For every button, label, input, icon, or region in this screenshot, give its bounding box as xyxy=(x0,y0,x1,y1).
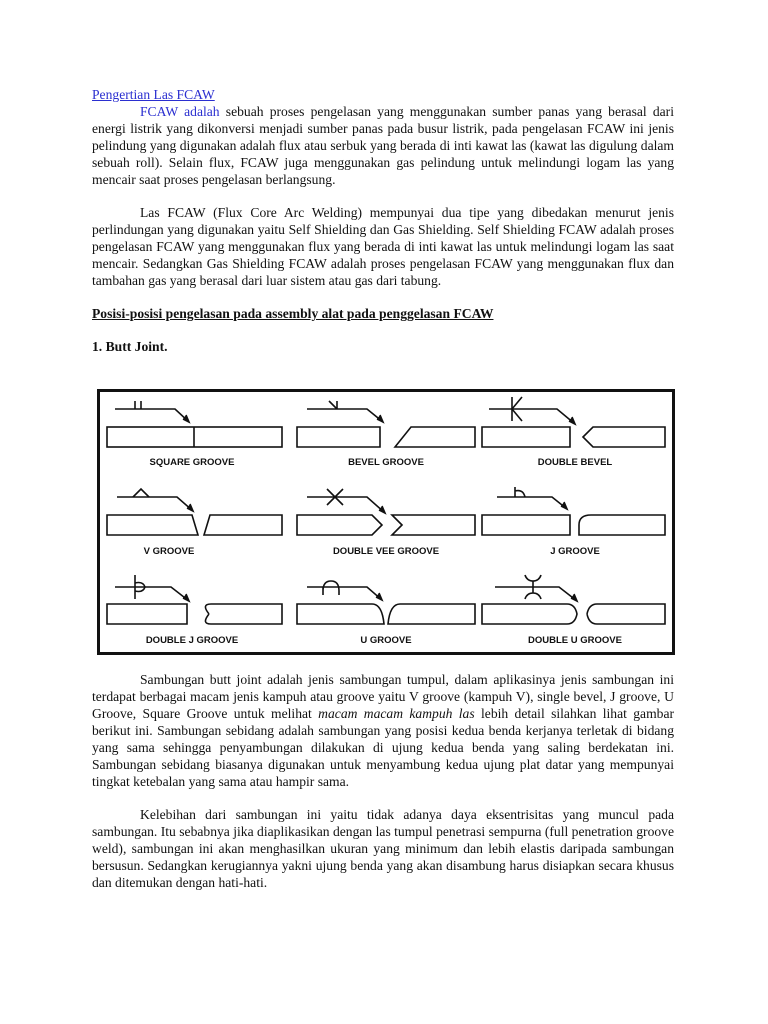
label-bevel-groove: BEVEL GROOVE xyxy=(348,457,424,468)
label-double-u-groove: DOUBLE U GROOVE xyxy=(528,635,622,646)
butt-joint-heading: 1. Butt Joint. xyxy=(92,339,168,354)
heading-link-wrap xyxy=(92,86,674,103)
paragraph-4: Kelebihan dari sambungan ini yaitu tidak adanya daya eksentrisitas yang muncul pada sambungan. Itu sebabnya jika diaplikasikan dengan las tumpul penetrasi sempurna (full penetration groove weld), sambungan ini akan menghasilkan ukuran yang minimum dan lebih elastis daripada sambungan bersusun. Sedangkan kerugiannya yakni ujung benda yang akan disambung harus disiapkan secara khusus dan ditemukan dengan hati-hati. xyxy=(92,807,674,890)
spacer xyxy=(92,790,674,806)
label-j-groove: J GROOVE xyxy=(550,546,600,557)
paragraph-3-text-a: Sambungan butt joint adalah jenis sambungan tumpul, dalam aplikasinya jenis sambungan ini terdapat berbagai macam jenis kampuh atau groove yaitu V groove (kampuh V), single bevel, J groove, U Groove, Square Groove untuk melihat xyxy=(92,672,674,721)
butt-joint-diagram xyxy=(97,389,675,655)
label-double-bevel: DOUBLE BEVEL xyxy=(537,457,613,468)
label-v-groove: V GROOVE xyxy=(143,546,195,557)
heading-link[interactable]: Pengertian Las FCAW xyxy=(92,87,215,102)
paragraph-3-emphasis: macam macam kampuh las xyxy=(318,706,475,721)
paragraph-2: Las FCAW (Flux Core Arc Welding) mempunyai dua tipe yang dibedakan menurut jenis perlindungan yang digunakan yaitu Self Shielding dan Gas Shielding. Self Shielding FCAW adalah proses pengelasan FCAW yang menggunakan flux yang berada di inti kawat las untuk melindungi logam las saat mencair. Sedangkan Gas Shielding FCAW adalah proses pengelasan FCAW yang menggunakan flux dan tambahan gas yang berasal dari luar sistem atau gas dari tabung. xyxy=(92,205,674,288)
document-body-lower xyxy=(92,671,674,891)
spacer xyxy=(92,322,674,338)
label-double-vee-groove: DOUBLE VEE GROOVE xyxy=(332,546,440,557)
paragraph-3-text-b: lebih detail silahkan lihat gambar berikut ini. Sambungan sebidang adalah sambungan yang posisi kedua benda kerjanya terletak di bidang yang sama sehingga penyambungan dilakukan di ujung kedua benda yang saling berdekatan ini. Sambungan sebidang biasanya digunakan untuk menyambung kedua ujung plat datar yang mempunyai tingkat ketebalan yang sama atau hampir sama. xyxy=(92,706,675,789)
groove-diagram-svg xyxy=(97,389,675,655)
label-u-groove: U GROOVE xyxy=(360,635,412,646)
spacer xyxy=(92,289,674,305)
paragraph-3 xyxy=(92,671,674,790)
paragraph-1 xyxy=(92,103,674,188)
fcaw-link[interactable]: FCAW adalah xyxy=(140,104,220,119)
label-square-groove: SQUARE GROOVE xyxy=(149,457,235,468)
section-title: Posisi-posisi pengelasan pada assembly alat pada penggelasan FCAW xyxy=(92,306,494,321)
label-double-j-groove: DOUBLE J GROOVE xyxy=(145,635,239,646)
spacer xyxy=(92,188,674,204)
document-body xyxy=(92,86,674,355)
paragraph-1-text: sebuah proses pengelasan yang menggunakan sumber panas yang berasal dari energi listrik yang dikonversi menjadi sumber panas pada busur listrik, pada pengelasan FCAW ini jenis pelindung yang digunakan adalah flux atau serbuk yang berada di inti kawat las (kawat las digulung dalam sebuah roll). Selain flux, FCAW juga menggunakan gas pelindung untuk melindungi logam las yang mencair saat proses pengelasan berlangsung. xyxy=(92,104,674,187)
